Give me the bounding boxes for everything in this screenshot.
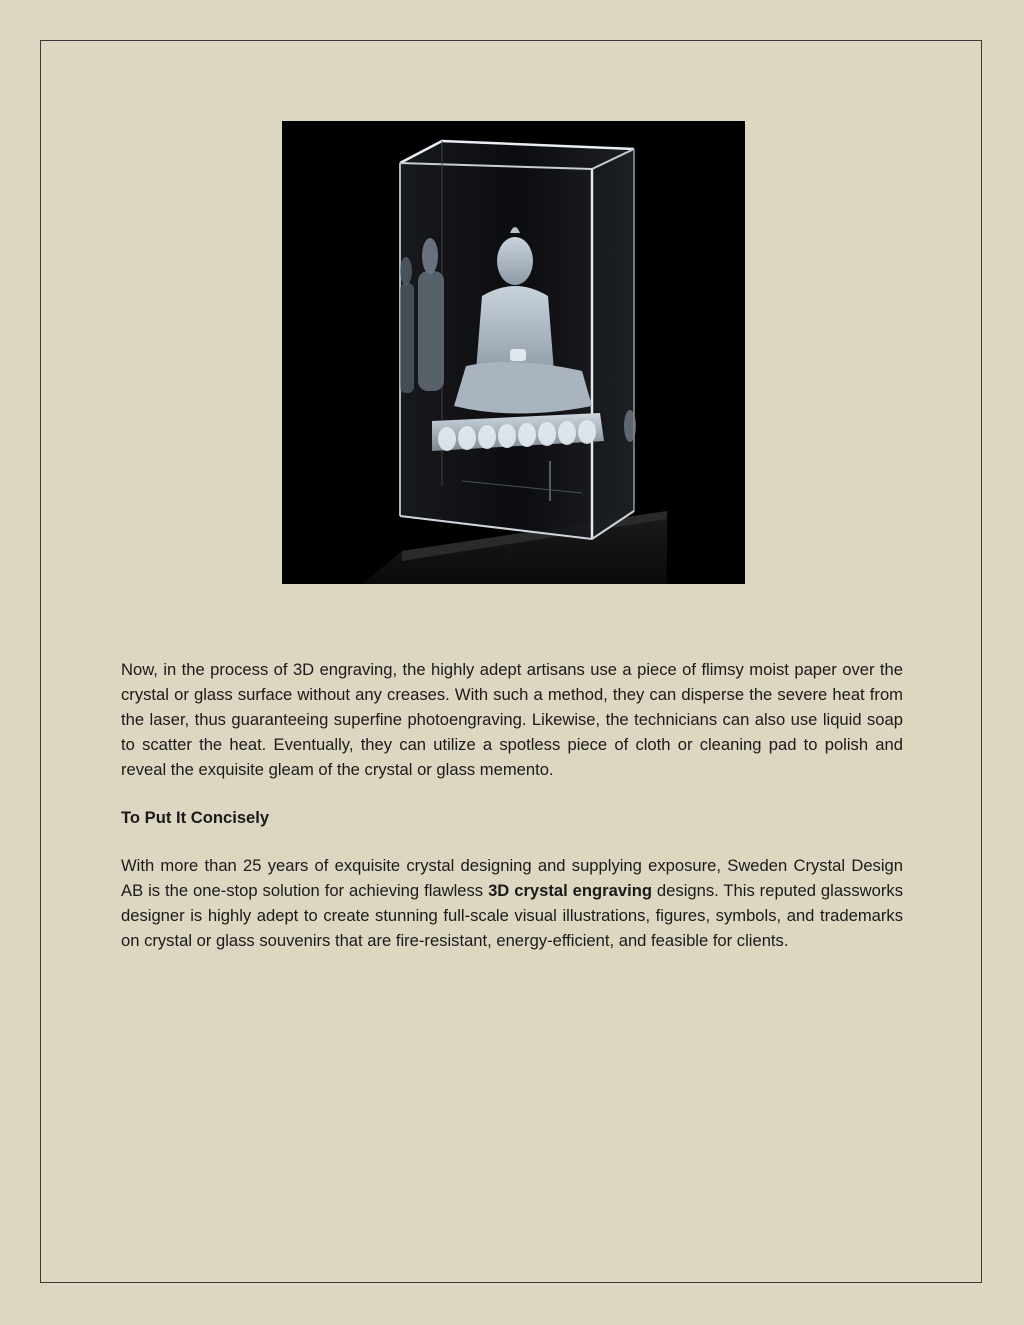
section-heading: To Put It Concisely — [121, 808, 270, 827]
body-paragraph: Now, in the process of 3D engraving, the highly adept artisans use a piece of flimsy moist paper over the crystal or glass surface without any creases. With such a method, they can disperse the severe heat from the laser, thus guaranteeing superfine photoengraving. Likewise, the technicians can also use liquid soap to scatter the heat. Eventually, they can utilize a spotless piece of cloth or cleaning pad to polish and reveal the exquisite gleam of the crystal or glass memento. — [121, 660, 903, 779]
body-paragraph — [121, 853, 903, 953]
crystal-buddha-illustration — [282, 121, 745, 584]
article-body — [121, 657, 903, 953]
crystal-buddha-photo — [282, 121, 745, 584]
crystal-engraving-link[interactable]: 3D crystal engraving — [488, 881, 652, 900]
paragraph-text: With more than 25 years of exquisite crystal designing and supplying exposure, Sweden Crystal Design AB is the one-stop solution for achieving flawless — [121, 856, 903, 900]
paragraph-text: designs. This reputed glassworks designer is highly adept to create stunning full-scale visual illustrations, figures, symbols, and trademarks on crystal or glass souvenirs that are fire-resistant, energy-efficient, and feasible for clients. — [121, 881, 903, 950]
